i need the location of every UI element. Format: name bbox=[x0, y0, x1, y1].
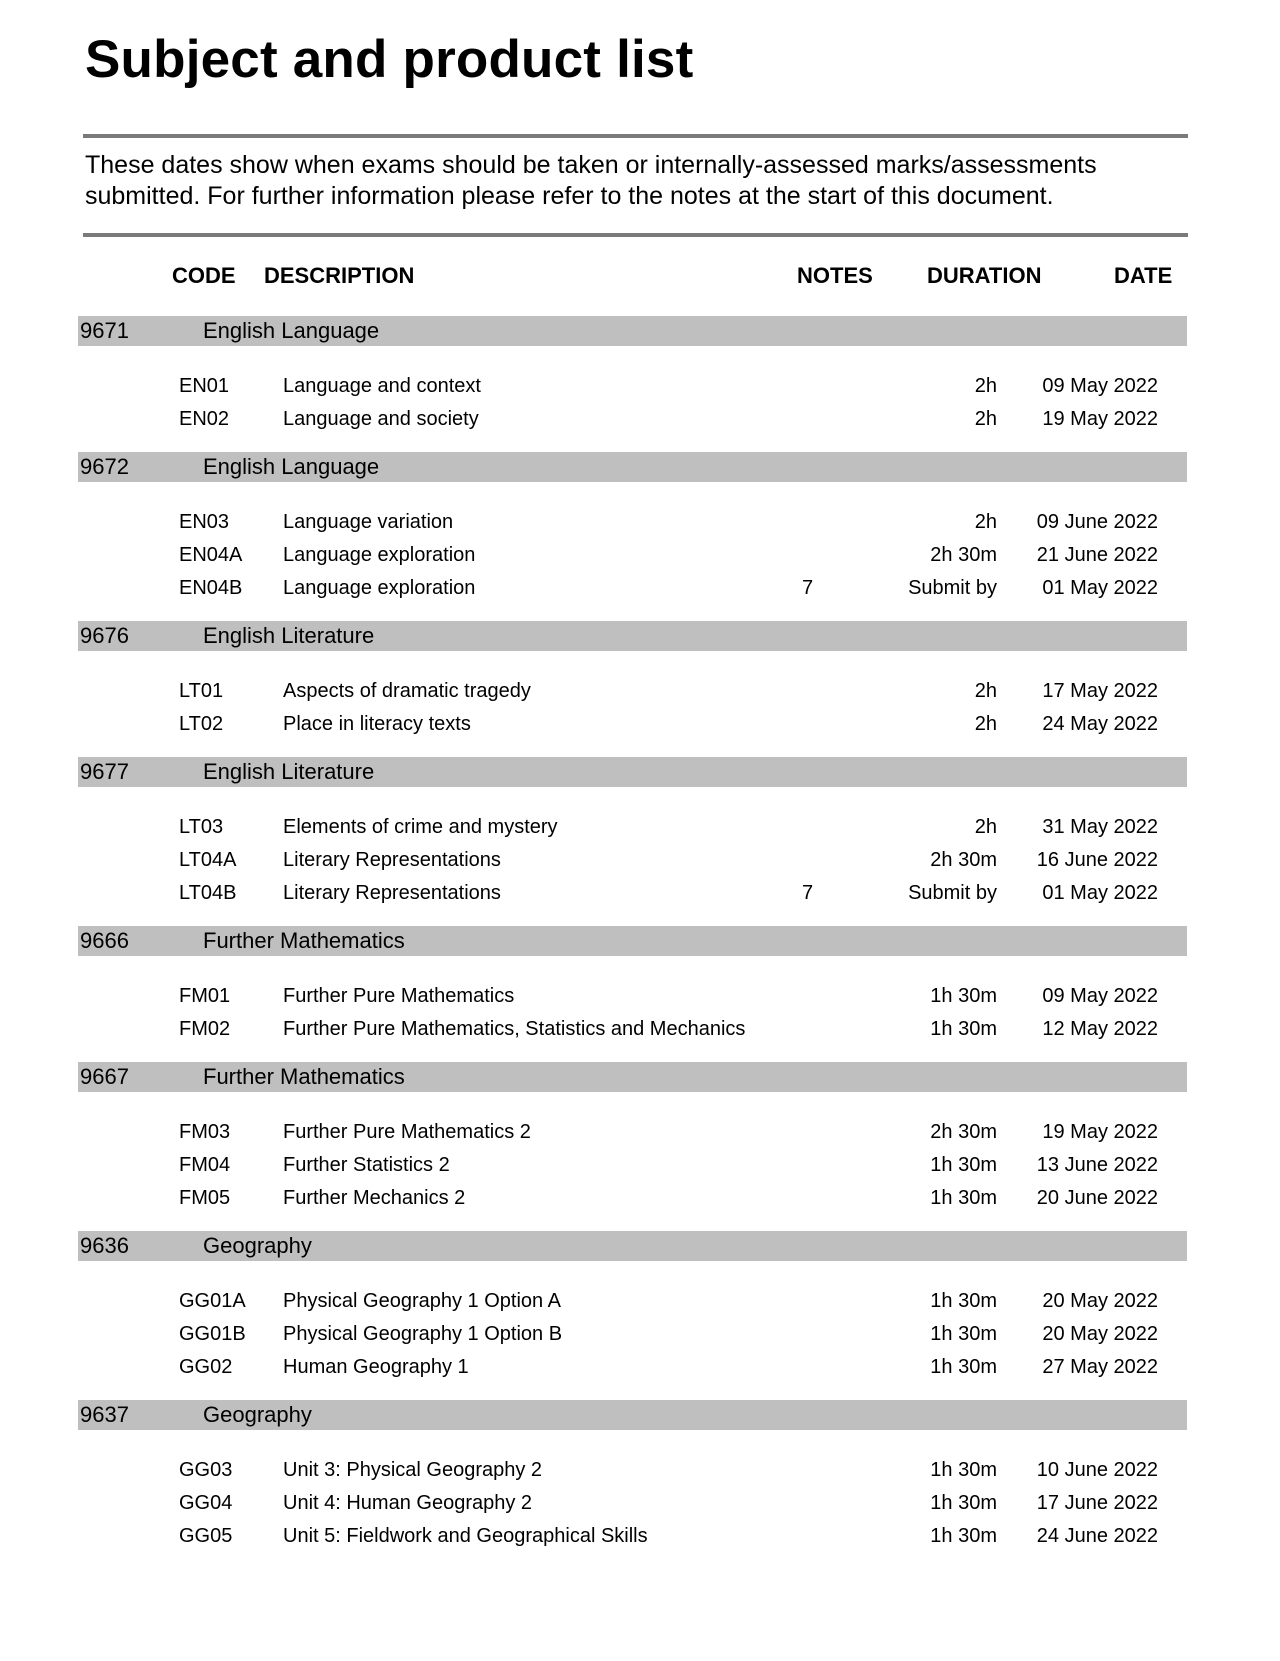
subject-name: English Literature bbox=[203, 623, 375, 648]
component-code: FM04 bbox=[179, 1154, 231, 1176]
component-description: Language exploration bbox=[283, 544, 476, 566]
subject-name: Further Mathematics bbox=[203, 928, 405, 953]
component-date: 17 June 2022 bbox=[1036, 1492, 1158, 1514]
component-duration: 2h 30m bbox=[930, 849, 997, 871]
component-date: 17 May 2022 bbox=[1042, 680, 1158, 702]
subject-name: English Literature bbox=[203, 759, 375, 784]
component-code: EN04A bbox=[179, 544, 243, 566]
component-description: Literary Representations bbox=[283, 882, 501, 904]
subject-group bbox=[0, 1062, 1280, 1231]
component-date: 27 May 2022 bbox=[1042, 1356, 1158, 1378]
component-code: FM01 bbox=[179, 985, 231, 1007]
component-code: LT04B bbox=[179, 882, 237, 904]
component-code: EN01 bbox=[179, 375, 230, 397]
component-date: 19 May 2022 bbox=[1042, 408, 1158, 430]
component-date: 31 May 2022 bbox=[1042, 816, 1158, 838]
component-description: Language variation bbox=[283, 511, 454, 533]
component-row bbox=[0, 1286, 1280, 1319]
subject-header-band bbox=[78, 1400, 1187, 1430]
component-code: GG02 bbox=[179, 1356, 233, 1378]
subject-group bbox=[0, 316, 1280, 452]
subject-header-band bbox=[78, 1062, 1187, 1092]
component-date: 20 June 2022 bbox=[1036, 1187, 1158, 1209]
component-duration: 2h bbox=[974, 375, 997, 397]
component-date: 10 June 2022 bbox=[1036, 1459, 1158, 1481]
component-code: GG04 bbox=[179, 1492, 233, 1514]
component-code: FM05 bbox=[179, 1187, 231, 1209]
subject-group bbox=[0, 1400, 1280, 1569]
subject-group bbox=[0, 1231, 1280, 1400]
component-date: 20 May 2022 bbox=[1042, 1290, 1158, 1312]
intro-text: These dates show when exams should be taken or internally-assessed marks/assessments submitted. For further information please refer to the notes at the start of this document. bbox=[85, 151, 1097, 210]
component-row bbox=[0, 676, 1280, 709]
component-row bbox=[0, 540, 1280, 573]
component-code: LT03 bbox=[179, 816, 224, 838]
component-description: Further Mechanics 2 bbox=[283, 1187, 466, 1209]
component-code: GG03 bbox=[179, 1459, 233, 1481]
component-row bbox=[0, 1352, 1280, 1385]
component-code: EN03 bbox=[179, 511, 230, 533]
component-duration: Submit by bbox=[908, 577, 997, 599]
component-duration: 2h bbox=[974, 511, 997, 533]
component-date: 24 May 2022 bbox=[1042, 713, 1158, 735]
component-date: 12 May 2022 bbox=[1042, 1018, 1158, 1040]
component-duration: 2h bbox=[974, 680, 997, 702]
component-duration: 1h 30m bbox=[930, 1356, 997, 1378]
subject-group bbox=[0, 757, 1280, 926]
component-row bbox=[0, 404, 1280, 437]
bottom-divider bbox=[83, 233, 1188, 237]
column-header-description: DESCRIPTION bbox=[264, 263, 415, 288]
component-description: Further Pure Mathematics, Statistics and Mechanics bbox=[283, 1018, 746, 1040]
component-description: Human Geography 1 bbox=[283, 1356, 469, 1378]
subject-header-band bbox=[78, 1231, 1187, 1261]
column-header-notes: NOTES bbox=[797, 263, 873, 288]
subject-name: Geography bbox=[203, 1233, 312, 1258]
component-row bbox=[0, 812, 1280, 845]
component-row bbox=[0, 709, 1280, 742]
component-date: 13 June 2022 bbox=[1036, 1154, 1158, 1176]
component-description: Language and context bbox=[283, 375, 481, 397]
subject-code: 9672 bbox=[80, 454, 129, 479]
component-row bbox=[0, 981, 1280, 1014]
component-description: Physical Geography 1 Option B bbox=[283, 1323, 563, 1345]
component-duration: 2h bbox=[974, 816, 997, 838]
column-header-code: CODE bbox=[172, 263, 236, 288]
subject-code: 9667 bbox=[80, 1064, 129, 1089]
column-header-duration: DURATION bbox=[927, 263, 1042, 288]
subject-header-band bbox=[78, 926, 1187, 956]
subject-list bbox=[0, 316, 1280, 1569]
component-duration: 1h 30m bbox=[930, 1492, 997, 1514]
component-date: 09 May 2022 bbox=[1042, 985, 1158, 1007]
subject-code: 9677 bbox=[80, 759, 129, 784]
component-row bbox=[0, 1521, 1280, 1554]
component-description: Further Pure Mathematics 2 bbox=[283, 1121, 531, 1143]
subject-group bbox=[0, 452, 1280, 621]
component-notes: 7 bbox=[802, 577, 814, 599]
subject-group bbox=[0, 621, 1280, 757]
component-row bbox=[0, 1014, 1280, 1047]
component-duration: 2h 30m bbox=[930, 1121, 997, 1143]
component-code: LT02 bbox=[179, 713, 224, 735]
component-duration: 1h 30m bbox=[930, 1187, 997, 1209]
subject-name: English Language bbox=[203, 454, 380, 479]
component-duration: 2h bbox=[974, 713, 997, 735]
component-code: FM03 bbox=[179, 1121, 231, 1143]
subject-code: 9671 bbox=[80, 318, 129, 343]
component-date: 21 June 2022 bbox=[1036, 544, 1158, 566]
component-row bbox=[0, 1150, 1280, 1183]
subject-code: 9676 bbox=[80, 623, 129, 648]
component-duration: Submit by bbox=[908, 882, 997, 904]
component-duration: 1h 30m bbox=[930, 985, 997, 1007]
component-code: LT01 bbox=[179, 680, 224, 702]
component-duration: 1h 30m bbox=[930, 1459, 997, 1481]
component-code: GG05 bbox=[179, 1525, 233, 1547]
component-description: Physical Geography 1 Option A bbox=[283, 1290, 561, 1312]
component-date: 24 June 2022 bbox=[1036, 1525, 1158, 1547]
component-duration: 1h 30m bbox=[930, 1323, 997, 1345]
subject-name: Further Mathematics bbox=[203, 1064, 405, 1089]
component-duration: 2h bbox=[974, 408, 997, 430]
component-duration: 1h 30m bbox=[930, 1154, 997, 1176]
component-date: 01 May 2022 bbox=[1042, 882, 1158, 904]
subject-header-band bbox=[78, 452, 1187, 482]
subject-header-band bbox=[78, 757, 1187, 787]
component-description: Aspects of dramatic tragedy bbox=[283, 680, 531, 702]
page-title: Subject and product list bbox=[85, 30, 694, 89]
subject-code: 9636 bbox=[80, 1233, 129, 1258]
component-description: Unit 4: Human Geography 2 bbox=[283, 1492, 533, 1514]
component-date: 20 May 2022 bbox=[1042, 1323, 1158, 1345]
component-date: 09 May 2022 bbox=[1042, 375, 1158, 397]
component-duration: 2h 30m bbox=[930, 544, 997, 566]
subject-code: 9666 bbox=[80, 928, 129, 953]
component-description: Literary Representations bbox=[283, 849, 501, 871]
component-description: Elements of crime and mystery bbox=[283, 816, 558, 838]
component-date: 09 June 2022 bbox=[1036, 511, 1158, 533]
component-duration: 1h 30m bbox=[930, 1525, 997, 1547]
component-code: EN02 bbox=[179, 408, 230, 430]
top-divider bbox=[83, 134, 1188, 138]
component-row bbox=[0, 507, 1280, 540]
component-code: FM02 bbox=[179, 1018, 231, 1040]
component-code: EN04B bbox=[179, 577, 243, 599]
component-description: Language and society bbox=[283, 408, 479, 430]
component-row bbox=[0, 573, 1280, 606]
component-row bbox=[0, 1183, 1280, 1216]
component-date: 16 June 2022 bbox=[1036, 849, 1158, 871]
component-description: Unit 5: Fieldwork and Geographical Skills bbox=[283, 1525, 648, 1547]
subject-name: English Language bbox=[203, 318, 380, 343]
component-description: Place in literacy texts bbox=[283, 713, 471, 735]
component-description: Further Pure Mathematics bbox=[283, 985, 515, 1007]
component-code: GG01B bbox=[179, 1323, 246, 1345]
component-description: Further Statistics 2 bbox=[283, 1154, 450, 1176]
component-code: LT04A bbox=[179, 849, 237, 871]
component-duration: 1h 30m bbox=[930, 1018, 997, 1040]
component-date: 19 May 2022 bbox=[1042, 1121, 1158, 1143]
component-description: Unit 3: Physical Geography 2 bbox=[283, 1459, 543, 1481]
component-row bbox=[0, 1319, 1280, 1352]
component-notes: 7 bbox=[802, 882, 814, 904]
column-header-date: DATE bbox=[1114, 263, 1173, 288]
subject-group bbox=[0, 926, 1280, 1062]
subject-header-band bbox=[78, 316, 1187, 346]
component-row bbox=[0, 878, 1280, 911]
component-code: GG01A bbox=[179, 1290, 246, 1312]
component-row bbox=[0, 371, 1280, 404]
subject-name: Geography bbox=[203, 1402, 312, 1427]
component-description: Language exploration bbox=[283, 577, 476, 599]
component-row bbox=[0, 1488, 1280, 1521]
component-row bbox=[0, 845, 1280, 878]
subject-code: 9637 bbox=[80, 1402, 129, 1427]
component-date: 01 May 2022 bbox=[1042, 577, 1158, 599]
component-row bbox=[0, 1455, 1280, 1488]
component-row bbox=[0, 1117, 1280, 1150]
component-duration: 1h 30m bbox=[930, 1290, 997, 1312]
subject-header-band bbox=[78, 621, 1187, 651]
